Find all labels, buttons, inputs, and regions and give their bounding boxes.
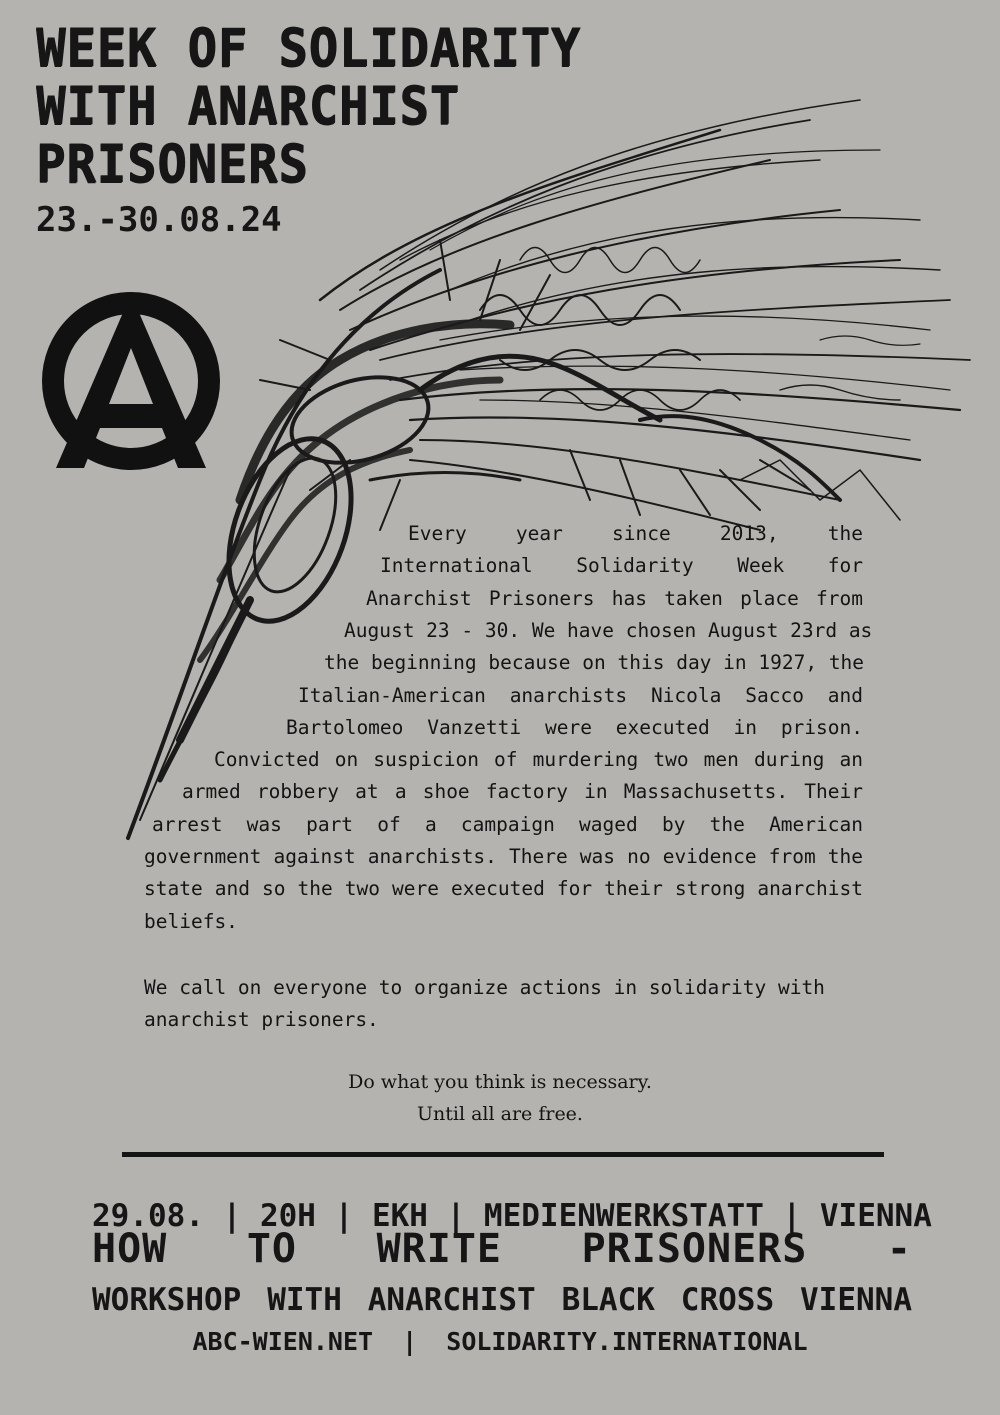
- paragraph-line: August 23 - 30. We have chosen August 23rd as: [344, 619, 873, 642]
- paragraph-line: state and so the two were executed for their strong anarchist: [144, 877, 863, 900]
- paragraph-line: the beginning because on this day in 1927, the: [324, 651, 865, 674]
- title-line: WEEK OF SOLIDARITY: [36, 18, 581, 79]
- title-line: WITH ANARCHIST: [36, 76, 460, 137]
- link-separator: |: [402, 1327, 418, 1356]
- link-abc-wien[interactable]: ABC-WIEN.NET: [192, 1327, 374, 1356]
- paragraph-line: Anarchist Prisoners has taken place from: [366, 587, 863, 610]
- paragraph-line: Italian-American anarchists Nicola Sacco and: [298, 684, 863, 707]
- paragraph-line: government against anarchists. There was no evidence from the: [144, 845, 863, 868]
- paragraph-line: Every year since 2013, the: [408, 522, 863, 545]
- event-title: HOW TO WRITE PRISONERS -: [92, 1226, 912, 1272]
- title-line: PRISONERS: [36, 134, 309, 195]
- closing-line: Do what you think is necessary.: [348, 1071, 652, 1093]
- closing-line: Until all are free.: [417, 1103, 583, 1125]
- paragraph-line: armed robbery at a shoe factory in Massachusetts. Their: [182, 780, 863, 803]
- paragraph-line: beliefs.: [144, 910, 238, 933]
- paragraph-line: Bartolomeo Vanzetti were executed in prison.: [286, 716, 863, 739]
- event-details: 29.08. | 20H | EKH | MEDIENWERKSTATT | VIENNA: [92, 1198, 932, 1234]
- event-links: [0, 1324, 1000, 1360]
- paragraph-line: Convicted on suspicion of murdering two men during an: [214, 748, 863, 771]
- call-to-action-paragraph: We call on everyone to organize actions in solidarity with anarchist prisoners.: [144, 976, 825, 1032]
- paragraph-line: International Solidarity Week for: [380, 554, 863, 577]
- poster-date: 23.-30.08.24: [36, 200, 282, 240]
- link-solidarity-international[interactable]: SOLIDARITY.INTERNATIONAL: [446, 1327, 808, 1356]
- event-subtitle: WORKSHOP WITH ANARCHIST BLACK CROSS VIENNA: [92, 1282, 912, 1318]
- paragraph-line: arrest was part of a campaign waged by the American: [152, 813, 863, 836]
- closing-lines: [0, 1066, 1000, 1130]
- divider: [122, 1152, 884, 1157]
